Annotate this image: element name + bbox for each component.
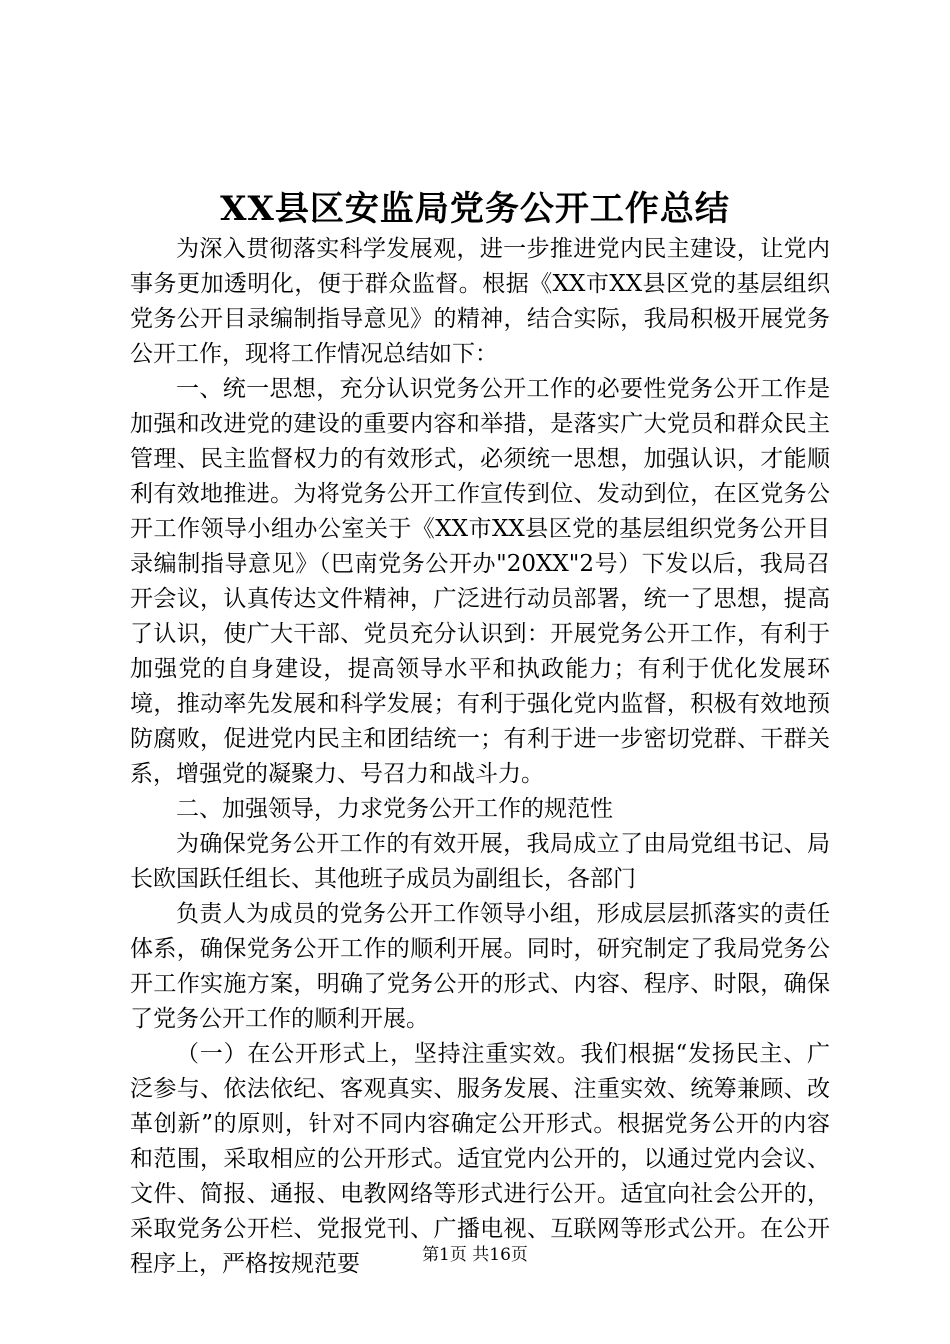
page-number: 第1页 共16页 <box>422 1245 528 1265</box>
paragraph-section-1: 一、统一思想，充分认识党务公开工作的必要性党务公开工作是加强和改进党的建设的重要内容和举措，是落实广大党员和群众民主管理、民主监督权力的有效形式，必须统一思想，加强认识，才能顺利有效地推进。为将党务公开工作宣传到位、发动到位，在区党务公开工作领导小组办公室关于《XX市XX县区党的基层组织党务公开目录编制指导意见》（巴南党务公开办"20XX"2号）下发以后，我局召开会议，认真传达文件精神，广泛进行动员部署，统一了思想，提高了认识，使广大干部、党员充分认识到：开展党务公开工作，有利于加强党的自身建设，提高领导水平和执政能力；有利于优化发展环境，推动率先发展和科学发展；有利于强化党内监督，积极有效地预防腐败，促进党内民主和团结统一；有利于进一步密切党群、干群关系，增强党的凝聚力、号召力和战斗力。 <box>130 376 830 787</box>
paragraph-section-2-a: 为确保党务公开工作的有效开展，我局成立了由局党组书记、局长欧国跃任组长、其他班子成员为副组长，各部门 <box>130 831 830 892</box>
paragraph-intro: 为深入贯彻落实科学发展观，进一步推进党内民主建设，让党内事务更加透明化，便于群众监督。根据《XX市XX县区党的基层组织党务公开目录编制指导意见》的精神，结合实际，我局积极开展党务公开工作，现将工作情况总结如下： <box>130 236 830 367</box>
heading-section-2: 二、加强领导，力求党务公开工作的规范性 <box>176 796 613 822</box>
document-body <box>130 232 830 1282</box>
document-title: XX县区安监局党务公开工作总结 <box>220 189 730 229</box>
paragraph-section-2-b: 负责人为成员的党务公开工作领导小组，形成层层抓落实的责任体系，确保党务公开工作的顺利开展。同时，研究制定了我局党务公开工作实施方案，明确了党务公开的形式、内容、程序、时限，确保了党务公开工作的顺利开展。 <box>130 901 830 1032</box>
paragraph-subsection-1: （一）在公开形式上，坚持注重实效。我们根据“发扬民主、广泛参与、依法依纪、客观真实、服务发展、注重实效、统筹兼顾、改革创新”的原则，针对不同内容确定公开形式。根据党务公开的内容和范围，采取相应的公开形式。适宜党内公开的，以通过党内会议、文件、简报、通报、电教网络等形式进行公开。适宜向社会公开的，采取党务公开栏、党报党刊、广播电视、互联网等形式公开。在公开程序上，严格按规范要 <box>130 1041 830 1277</box>
